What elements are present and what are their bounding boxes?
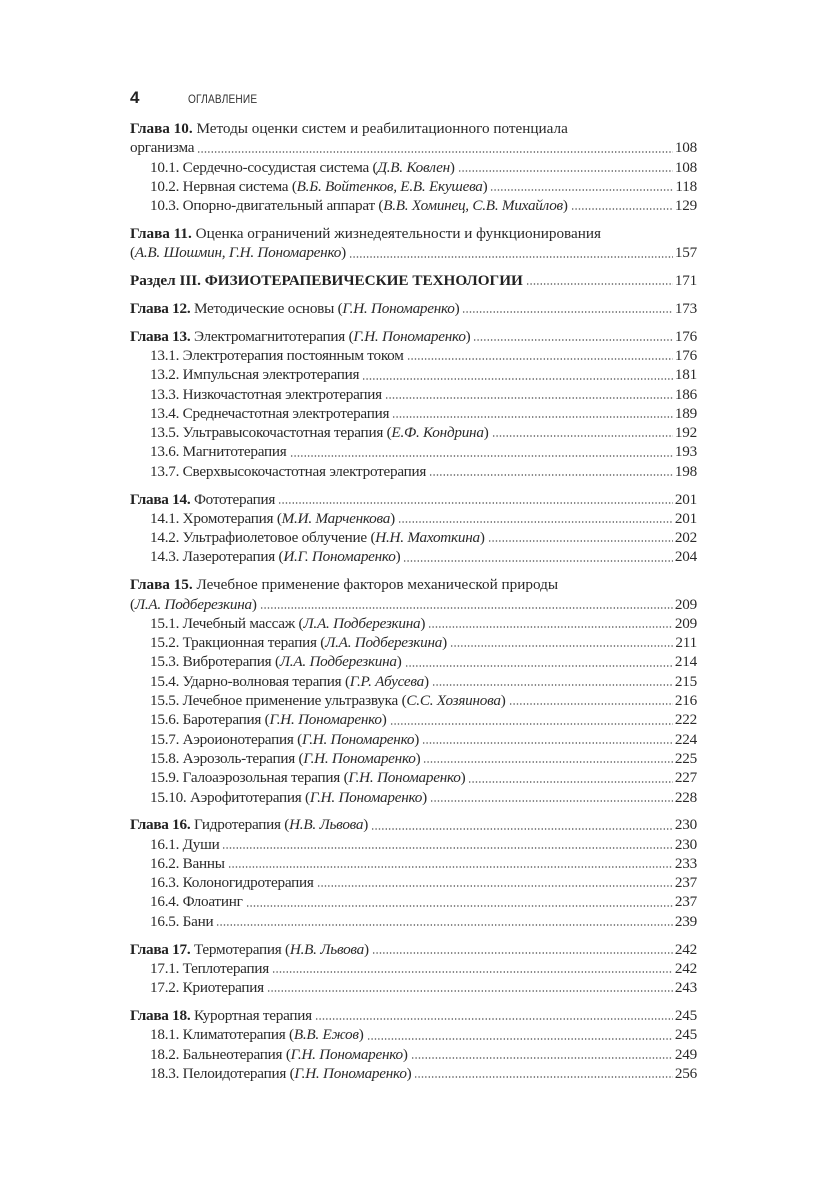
toc-entry-chapter-heading[interactable] [130, 224, 697, 243]
chapter-label: Глава 18. [130, 1006, 191, 1024]
page-ref: 230 [674, 835, 697, 853]
chapter-title: Фототерапия [193, 490, 276, 508]
leader-dots [362, 378, 673, 380]
leader-dots [398, 521, 673, 523]
page-ref: 233 [674, 854, 697, 872]
chapter-label: Глава 12. [130, 299, 191, 317]
toc-entry-chapter[interactable]: Глава 17. Термотерапия (Н.В. Львова) 242 [130, 940, 697, 958]
subsection-number: 15.5. [150, 692, 180, 710]
subsection-title: Флоатинг [182, 893, 243, 911]
toc-entry-subsection[interactable] [130, 978, 697, 997]
subsection-number: 14.1. [150, 509, 180, 527]
subsection-number: 13.7. [150, 462, 180, 480]
toc-entry-subsection[interactable] [130, 835, 697, 854]
subsection-number: 16.5. [150, 912, 180, 930]
page-ref: 129 [674, 197, 697, 215]
subsection-title: Тракционная терапия [182, 634, 317, 652]
leader-dots [414, 1076, 672, 1078]
subsection-title: Криотерапия [182, 979, 264, 997]
toc-chapter-14 [130, 490, 697, 567]
page-ref: 216 [674, 692, 697, 710]
subsection-title: Колоногидротерапия [182, 874, 314, 892]
leader-dots [490, 189, 673, 191]
toc-entry-subsection[interactable]: 10.1. Сердечно-сосудистая система (Д.В. Ковлен) 108 [150, 158, 697, 176]
page-ref: 108 [674, 139, 697, 157]
leader-dots [317, 885, 673, 887]
subsection-title: Климатотерапия [182, 1026, 286, 1044]
page-ref: 193 [674, 443, 697, 461]
author: Г.Н. Пономаренко [269, 711, 382, 729]
toc-entry-chapter-heading[interactable] [130, 119, 697, 138]
subsection-title: Электротерапия постоянным током [182, 346, 404, 364]
author: М.И. Марченкова [281, 509, 391, 527]
toc-entry-subsection[interactable]: 18.3. Пелоидотерапия (Г.Н. Пономаренко) 256 [150, 1064, 697, 1082]
page-ref: 242 [674, 959, 697, 977]
subsection-number: 15.3. [150, 653, 180, 671]
subsection-number: 10.2. [150, 177, 180, 195]
subsection-title: Опорно-двигательный аппарат [182, 197, 375, 215]
subsection-number: 15.6. [150, 711, 180, 729]
toc-chapter-17 [130, 940, 697, 998]
author: Г.Н. Пономаренко [301, 730, 415, 748]
subsection-title: Импульсная электротерапия [182, 366, 360, 384]
subsection-title: Галоаэрозольная терапия [182, 769, 341, 787]
page-ref: 181 [674, 366, 697, 384]
leader-dots [260, 607, 673, 609]
chapter-title: Электромагнитотерапия [193, 327, 346, 345]
subsection-number: 18.3. [150, 1064, 180, 1082]
leader-dots [571, 208, 673, 210]
toc-entry-chapter[interactable]: Глава 16. Гидротерапия (Н.В. Львова) 230 [130, 816, 697, 834]
section-label: Раздел III. [130, 272, 201, 290]
page-ref: 176 [674, 346, 697, 364]
chapter-label: Глава 14. [130, 490, 191, 508]
page-ref: 157 [674, 244, 697, 262]
subsection-title: Сверхвысокочастотная электротерапия [182, 462, 427, 480]
subsection-title: Лечебное применение ультразвука [182, 692, 399, 710]
subsection-title: Магнитотерапия [182, 443, 287, 461]
subsection-number: 16.3. [150, 874, 180, 892]
author: В.В. Ежов [293, 1026, 359, 1044]
leader-dots [411, 1057, 673, 1059]
toc-entry-subsection[interactable] [130, 404, 697, 423]
toc-entry-subsection[interactable]: 14.1. Хромотерапия (М.И. Марченкова) 201 [150, 509, 697, 527]
subsection-number: 15.9. [150, 769, 180, 787]
page-ref: 209 [674, 614, 697, 632]
author: В.Б. Войтенков, Е.В. Екушева [296, 177, 483, 195]
subsection-number: 13.6. [150, 443, 180, 461]
leader-dots [390, 723, 673, 725]
subsection-number: 17.1. [150, 959, 180, 977]
leader-dots [246, 905, 673, 907]
toc-entry-subsection[interactable] [130, 346, 697, 365]
table-of-contents [130, 119, 697, 1092]
subsection-title: Лечебный массаж [182, 614, 295, 632]
toc-entry-chapter[interactable]: Глава 13. Электромагнитотерапия (Г.Н. Пономаренко) 176 [130, 327, 697, 345]
page-ref: 242 [674, 940, 697, 958]
subsection-number: 16.4. [150, 893, 180, 911]
chapter-title: Лечебное применение факторов механической природы [196, 576, 559, 594]
subsection-title: Бани [182, 912, 214, 930]
leader-dots [315, 1018, 673, 1020]
page-ref: 186 [674, 385, 697, 403]
subsection-number: 10.1. [150, 158, 180, 176]
leader-dots [473, 339, 672, 341]
toc-entry-subsection[interactable]: 15.4. Ударно-волновая терапия (Г.Р. Абусева) 215 [150, 672, 697, 690]
toc-entry-subsection[interactable] [130, 854, 697, 873]
subsection-number: 16.2. [150, 854, 180, 872]
subsection-title: Ударно-волновая терапия [182, 672, 342, 690]
author: Н.В. Львова [289, 816, 364, 834]
leader-dots [492, 435, 673, 437]
leader-dots [429, 474, 673, 476]
subsection-title: Аэроионотерапия [182, 730, 294, 748]
page-ref: 202 [674, 529, 697, 547]
page-ref: 209 [674, 595, 697, 613]
subsection-number: 10.3. [150, 197, 180, 215]
subsection-title: Ванны [182, 854, 225, 872]
toc-entry-subsection[interactable]: 15.1. Лечебный массаж (Л.А. Подберезкина) 209 [150, 614, 697, 632]
leader-dots [367, 1038, 673, 1040]
page-ref: 256 [674, 1064, 697, 1082]
chapter-label: Глава 17. [130, 940, 191, 958]
author: А.В. Шошмин, Г.Н. Пономаренко [134, 244, 342, 262]
page-ref: 176 [674, 327, 697, 345]
chapter-title: Термотерапия [193, 940, 282, 958]
subsection-title: Лазеротерапия [182, 548, 275, 566]
toc-chapter-16 [130, 815, 697, 931]
subsection-number: 15.4. [150, 672, 180, 690]
toc-entry-subsection[interactable]: 10.2. Нервная система (В.Б. Войтенков, Е.В. Екушева) 118 [150, 177, 697, 195]
leader-dots [526, 283, 673, 285]
chapter-title: Методы оценки систем и реабилитационного потенциала [196, 120, 568, 137]
page-ref: 192 [674, 424, 697, 442]
page-ref: 118 [675, 177, 697, 195]
author: Е.Ф. Кондрина [391, 424, 484, 442]
page-ref: 237 [674, 874, 697, 892]
page-ref: 215 [674, 672, 697, 690]
leader-dots [458, 170, 673, 172]
author: Л.А. Подберезкина [325, 634, 443, 652]
subsection-title: Аэрозоль-терапия [182, 749, 295, 767]
toc-entry-subsection[interactable]: 15.6. Баротерапия (Г.Н. Пономаренко) 222 [150, 711, 697, 729]
leader-dots [197, 151, 673, 153]
page-ref: 245 [674, 1026, 697, 1044]
leader-dots [403, 560, 672, 562]
toc-entry-chapter[interactable] [130, 1006, 697, 1025]
toc-entry[interactable]: (Л.А. Подберезкина) 209 [130, 595, 697, 613]
leader-dots [428, 626, 673, 628]
toc-entry-subsection[interactable]: 15.3. Вибротерапия (Л.А. Подберезкина) 214 [150, 653, 697, 671]
toc-chapter-13 [130, 327, 697, 481]
toc-entry-chapter[interactable] [130, 490, 697, 509]
subsection-title: Низкочастотная электротерапия [182, 385, 382, 403]
leader-dots [228, 866, 673, 868]
toc-entry-subsection[interactable] [130, 959, 697, 978]
page-ref: 214 [674, 653, 697, 671]
author: Л.А. Подберезкина [134, 595, 252, 613]
author: И.Г. Пономаренко [283, 548, 396, 566]
subsection-number: 13.4. [150, 404, 180, 422]
leader-dots [267, 990, 673, 992]
page-ref: 245 [674, 1006, 697, 1024]
subsection-number: 15.8. [150, 749, 180, 767]
author: В.В. Хоминец, С.В. Михайлов [383, 197, 563, 215]
toc-chapter-10 [130, 119, 697, 215]
toc-entry-subsection[interactable]: 18.1. Климатотерапия (В.В. Ежов) 245 [150, 1026, 697, 1044]
toc-entry-subsection[interactable]: 15.7. Аэроионотерапия (Г.Н. Пономаренко) 224 [150, 730, 697, 748]
toc-entry-subsection[interactable]: 15.10. Аэрофитотерапия (Г.Н. Пономаренко) 228 [150, 788, 697, 806]
toc-entry-subsection[interactable]: 14.3. Лазеротерапия (И.Г. Пономаренко) 204 [150, 548, 697, 566]
author: Г.Н. Пономаренко [303, 749, 416, 767]
toc-entry-subsection[interactable] [130, 912, 697, 931]
author: Г.Н. Пономаренко [348, 769, 461, 787]
subsection-number: 14.2. [150, 529, 180, 547]
toc-chapter-12 [130, 299, 697, 318]
chapter-title: Методические основы [193, 299, 335, 317]
toc-entry-subsection[interactable]: 18.2. Бальнеотерапия (Г.Н. Пономаренко) 249 [150, 1045, 697, 1063]
author: Л.А. Подберезкина [279, 653, 397, 671]
toc-entry-subsection[interactable] [130, 873, 697, 892]
toc-entry-subsection[interactable] [130, 462, 697, 481]
toc-chapter-18 [130, 1006, 697, 1083]
leader-dots [430, 800, 673, 802]
page-ref: 171 [674, 272, 697, 290]
toc-entry-subsection[interactable]: 15.5. Лечебное применение ультразвука (С.С. Хозяинова) 216 [150, 692, 697, 710]
page-ref: 204 [674, 548, 697, 566]
subsection-number: 13.2. [150, 366, 180, 384]
subsection-number: 13.5. [150, 424, 180, 442]
subsection-number: 14.3. [150, 548, 180, 566]
chapter-title-continued: организма [130, 139, 195, 157]
subsection-title: Хромотерапия [182, 509, 274, 527]
toc-entry-subsection[interactable]: 13.5. Ультравысокочастотная терапия (Е.Ф. Кондрина) 192 [150, 424, 697, 442]
author: Н.В. Львова [289, 940, 365, 958]
author: С.С. Хозяинова [406, 692, 501, 710]
author: Г.Р. Абусева [349, 672, 424, 690]
leader-dots [349, 256, 673, 258]
toc-entry-subsection[interactable]: 15.2. Тракционная терапия (Л.А. Подберезкина) 211 [150, 634, 697, 652]
leader-dots [216, 924, 672, 926]
toc-entry-subsection[interactable] [130, 442, 697, 461]
page-ref: 189 [674, 404, 697, 422]
toc-entry-section[interactable] [130, 271, 697, 290]
toc-section-3 [130, 271, 697, 290]
page-ref: 249 [674, 1045, 697, 1063]
subsection-number: 16.1. [150, 835, 180, 853]
leader-dots [488, 540, 673, 542]
author: Г.Н. Пономаренко [342, 299, 455, 317]
subsection-number: 13.1. [150, 346, 180, 364]
page-ref: 201 [674, 490, 697, 508]
leader-dots [407, 358, 673, 360]
subsection-number: 15.2. [150, 634, 180, 652]
leader-dots [468, 781, 672, 783]
page-ref: 198 [674, 462, 697, 480]
subsection-title: Среднечастотная электротерапия [182, 404, 390, 422]
subsection-title: Ультравысокочастотная терапия [182, 424, 384, 442]
subsection-title: Души [182, 835, 220, 853]
toc-entry-subsection[interactable]: 10.3. Опорно-двигательный аппарат (В.В. Хоминец, С.В. Михайлов) 129 [150, 197, 697, 215]
toc-entry-chapter[interactable]: Глава 12. Методические основы (Г.Н. Пономаренко) 173 [130, 299, 697, 317]
page-ref: 108 [674, 158, 697, 176]
author: Н.Н. Махоткина [375, 529, 480, 547]
toc-entry[interactable]: (А.В. Шошмин, Г.Н. Пономаренко) 157 [130, 244, 697, 262]
subsection-number: 18.2. [150, 1045, 180, 1063]
toc-entry-subsection[interactable] [130, 365, 697, 384]
leader-dots [371, 828, 673, 830]
subsection-title: Сердечно-сосудистая система [182, 158, 369, 176]
page-ref: 201 [674, 509, 697, 527]
chapter-label: Глава 16. [130, 816, 191, 834]
leader-dots [392, 416, 673, 418]
page-ref: 211 [675, 634, 697, 652]
running-title: ОГЛАВЛЕНИЕ [188, 94, 258, 106]
page-ref: 237 [674, 893, 697, 911]
leader-dots [405, 665, 673, 667]
page-header [130, 88, 267, 108]
chapter-title: Гидротерапия [193, 816, 281, 834]
subsection-number: 18.1. [150, 1026, 180, 1044]
leader-dots [422, 742, 673, 744]
subsection-title: Вибротерапия [182, 653, 272, 671]
subsection-number: 15.7. [150, 730, 180, 748]
leader-dots [272, 971, 673, 973]
subsection-title: Нервная система [182, 177, 289, 195]
author: Г.Н. Пономаренко [353, 327, 466, 345]
page-ref: 225 [674, 749, 697, 767]
leader-dots [278, 502, 673, 504]
leader-dots [222, 847, 672, 849]
leader-dots [372, 952, 673, 954]
leader-dots [509, 703, 673, 705]
page-ref: 228 [674, 788, 697, 806]
subsection-title: Бальнеотерапия [182, 1045, 283, 1063]
subsection-number: 15.10. [150, 788, 187, 806]
author: Г.Н. Пономаренко [290, 1045, 403, 1063]
toc-entry-chapter-heading[interactable] [130, 575, 697, 594]
subsection-title: Теплотерапия [182, 959, 269, 977]
page-number: 4 [130, 88, 140, 107]
toc-entry-subsection[interactable] [130, 385, 697, 404]
subsection-number: 13.3. [150, 385, 180, 403]
subsection-title: Аэрофитотерапия [190, 788, 302, 806]
subsection-number: 17.2. [150, 979, 180, 997]
leader-dots [385, 397, 673, 399]
subsection-title: Баротерапия [182, 711, 262, 729]
page-ref: 230 [674, 816, 697, 834]
leader-dots [450, 645, 673, 647]
page-ref: 222 [674, 711, 697, 729]
toc-entry-subsection[interactable]: 15.9. Галоаэрозольная терапия (Г.Н. Пономаренко) 227 [150, 769, 697, 787]
toc-entry-subsection[interactable]: 14.2. Ультрафиолетовое облучение (Н.Н. Махоткина) 202 [150, 529, 697, 547]
chapter-title: Курортная терапия [193, 1006, 312, 1024]
toc-entry-subsection[interactable] [130, 892, 697, 911]
chapter-title: Оценка ограничений жизнедеятельности и функционирования [195, 224, 601, 242]
toc-chapter-15 [130, 575, 697, 807]
toc-entry[interactable] [130, 138, 697, 157]
page-ref: 243 [674, 979, 697, 997]
toc-chapter-11 [130, 224, 697, 263]
leader-dots [290, 455, 673, 457]
subsection-title: Ультрафиолетовое облучение [182, 529, 367, 547]
page-ref: 227 [674, 769, 697, 787]
author: Г.Н. Пономаренко [294, 1064, 407, 1082]
page-ref: 173 [674, 299, 697, 317]
author: Д.В. Ковлен [377, 158, 450, 176]
leader-dots [462, 311, 672, 313]
chapter-label: Глава 11. [130, 224, 192, 242]
chapter-label: Глава 15. [130, 576, 193, 594]
subsection-number: 15.1. [150, 614, 180, 632]
toc-entry-subsection[interactable]: 15.8. Аэрозоль-терапия (Г.Н. Пономаренко) 225 [150, 749, 697, 767]
leader-dots [432, 684, 673, 686]
leader-dots [423, 761, 672, 763]
page-ref: 224 [674, 730, 697, 748]
author: Г.Н. Пономаренко [309, 788, 423, 806]
page-ref: 239 [674, 912, 697, 930]
chapter-label: Глава 13. [130, 327, 191, 345]
chapter-label: Глава 10. [130, 120, 193, 137]
author: Л.А. Подберезкина [303, 614, 421, 632]
subsection-title: Пелоидотерапия [182, 1064, 287, 1082]
section-title: ФИЗИОТЕРАПЕВИЧЕСКИЕ ТЕХНОЛОГИИ [204, 272, 523, 290]
